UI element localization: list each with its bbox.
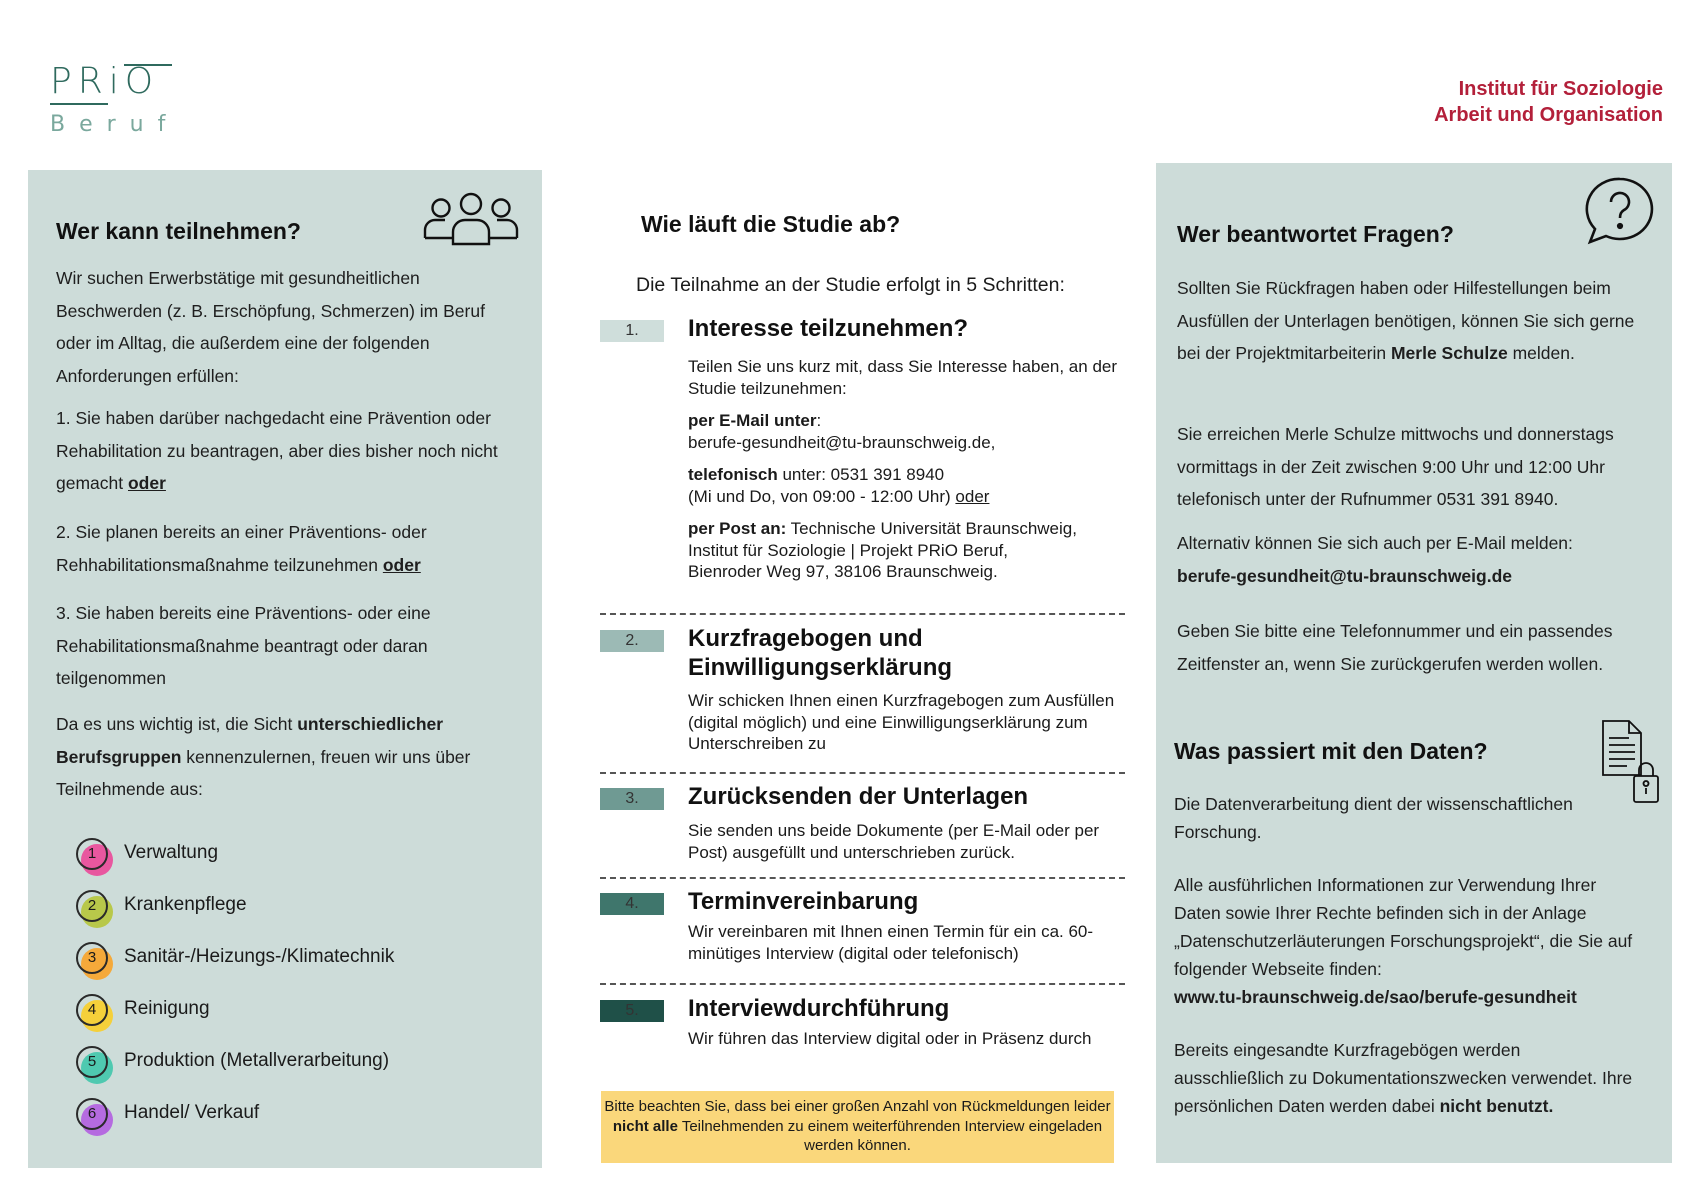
contact-email	[688, 410, 1118, 453]
step-divider	[600, 613, 1125, 615]
profession-number-icon: 1	[76, 838, 108, 870]
requirement-1	[56, 402, 518, 500]
profession-number-icon: 3	[76, 942, 108, 974]
procedure-intro: Die Teilnahme an der Studie erfolgt in 5 Schritten:	[636, 274, 1065, 296]
contact-paragraph-4: Geben Sie bitte eine Telefonnummer und ein passendes Zeitfenster an, wenn Sie zurückgerufen werden wollen.	[1177, 621, 1613, 674]
data-p3-bold: nicht benutzt.	[1439, 1096, 1554, 1116]
contact-p3-text: Alternativ können Sie sich auch per E-Mail melden:	[1177, 533, 1573, 553]
step-divider	[600, 877, 1125, 879]
post-line-2: Institut für Soziologie | Projekt PRiO Beruf,	[688, 540, 1008, 560]
step-body: Wir schicken Ihnen einen Kurzfragebogen zum Ausfüllen (digital möglich) und eine Einwilligungserklärung zum Unterschreiben zu	[688, 691, 1115, 753]
notice-bold: nicht alle	[612, 1117, 678, 1135]
data-paragraph-3	[1174, 1036, 1634, 1120]
contact-email[interactable]: berufe-gesundheit@tu-braunschweig.de	[1177, 565, 1513, 586]
requirement-2	[56, 516, 518, 581]
institute-name	[1434, 76, 1663, 128]
step-body: Sie senden uns beide Dokumente (per E-Mail oder per Post) ausgefüllt und unterschrieben zurück.	[688, 821, 1100, 862]
participation-title: Wer kann teilnehmen?	[56, 218, 301, 244]
phone-number: unter: 0531 391 8940	[777, 465, 945, 484]
contact-p1-pre: Sollten Sie Rückfragen haben oder Hilfestellungen beim Ausfüllen der Unterlagen benötigen, können Sie sich gerne bei der Projektmitarbeiterin	[1177, 278, 1635, 363]
profession-number-icon: 2	[76, 890, 108, 922]
or-label: oder	[382, 554, 421, 575]
profession-label: Krankenpflege	[124, 894, 247, 915]
email-address[interactable]: berufe-gesundheit@tu-braunschweig.de,	[688, 432, 996, 452]
profession-number-icon: 5	[76, 1046, 108, 1078]
question-bubble-icon	[1584, 175, 1656, 247]
groups-intro-bold: unterschiedlicher Berufsgruppen	[56, 714, 444, 767]
contact-paragraph-3	[1177, 527, 1637, 592]
step-title	[688, 624, 952, 682]
step-title: Terminvereinbarung	[688, 888, 919, 915]
contact-person: Merle Schulze	[1390, 343, 1508, 363]
step-divider	[600, 983, 1125, 985]
step-title: Interesse teilzunehmen?	[688, 315, 969, 342]
post-line-3: Bienroder Weg 97, 38106 Braunschweig.	[688, 562, 998, 581]
step-divider	[600, 772, 1125, 774]
phone-times: (Mi und Do, von 09:00 - 12:00 Uhr)	[688, 486, 956, 506]
contact-p1-post: melden.	[1507, 343, 1575, 363]
profession-number-icon: 4	[76, 994, 108, 1026]
profession-label: Reinigung	[124, 998, 210, 1019]
profession-label: Verwaltung	[124, 842, 219, 863]
notice-pre: Bitte beachten Sie, dass bei einer großen Anzahl von Rückmeldungen leider	[604, 1098, 1111, 1115]
logo-wordmark: PRiO	[50, 61, 160, 102]
data-title: Was passiert mit den Daten?	[1174, 738, 1488, 764]
step-title: Interviewdurchführung	[688, 995, 950, 1022]
prio-beruf-logo	[50, 62, 180, 140]
logo-subtitle: Beruf	[50, 112, 180, 137]
post-line-1: Technische Universität Braunschweig,	[786, 519, 1077, 538]
data-p2-text: Alle ausführlichen Informationen zur Verwendung Ihrer Daten sowie Ihrer Rechte befinden sich in der Anlage „Datenschutzerläuterungen Forschungsprojekt“, die Sie auf folgender Webseite finden:	[1174, 875, 1633, 979]
post-label: per Post an:	[688, 519, 787, 538]
data-paragraph-1: Die Datenverarbeitung dient der wissenschaftlichen Forschung.	[1174, 794, 1573, 842]
contact-phone	[688, 464, 1118, 507]
contact-paragraph-2: Sie erreichen Merle Schulze mittwochs und donnerstags vormittags in der Zeit zwischen 9:00 Uhr und 12:00 Uhr telefonisch unter der Rufnummer 0531 391 8940.	[1177, 424, 1614, 509]
privacy-website-link[interactable]: www.tu-braunschweig.de/sao/berufe-gesundheit	[1174, 987, 1577, 1007]
email-colon: :	[816, 411, 822, 430]
phone-label: telefonisch	[688, 465, 778, 484]
people-group-icon	[423, 192, 519, 246]
step-body: Wir vereinbaren mit Ihnen einen Termin für ein ca. 60-minütiges Interview (digital oder telefonisch)	[688, 922, 1094, 963]
step-number-badge: 5.	[600, 1000, 664, 1022]
step-body: Wir führen das Interview digital oder in Präsenz durch	[688, 1029, 1092, 1048]
requirement-2-text: 2. Sie planen bereits an einer Präventions- oder Rehhabilitationsmaßnahme teilzunehmen	[56, 522, 427, 575]
step-title-line-2: Einwilligungserklärung	[688, 654, 953, 681]
step-title-line-1: Kurzfragebogen und	[688, 625, 923, 652]
notice-post: Teilnehmenden zu einem weiterführenden Interview eingeladen werden können.	[677, 1117, 1103, 1154]
participation-panel	[28, 170, 542, 1168]
groups-intro-pre: Da es uns wichtig ist, die Sicht	[56, 714, 298, 734]
step-number-badge: 3.	[600, 788, 664, 810]
step-number-badge: 2.	[600, 630, 664, 652]
groups-intro	[56, 708, 518, 806]
selection-notice	[601, 1091, 1114, 1163]
profession-label: Handel/ Verkauf	[124, 1102, 260, 1123]
institute-line-2: Arbeit und Organisation	[1434, 104, 1663, 126]
profession-number-icon: 6	[76, 1098, 108, 1130]
email-label: per E-Mail unter	[688, 411, 817, 430]
or-label: oder	[127, 473, 166, 493]
requirement-3: 3. Sie haben bereits eine Präventions- oder eine Rehabilitationsmaßnahme beantragt oder daran teilgenommen	[56, 603, 431, 688]
contact-title: Wer beantwortet Fragen?	[1177, 221, 1454, 247]
step-number-badge: 4.	[600, 893, 664, 915]
step-number-badge: 1.	[600, 320, 664, 342]
contact-paragraph-1	[1177, 272, 1637, 370]
contact-post	[688, 518, 1118, 583]
data-paragraph-2	[1174, 871, 1634, 1011]
groups-intro-post: kennenzulernen, freuen wir uns über Teilnehmende aus:	[56, 746, 471, 799]
institute-line-1: Institut für Soziologie	[1458, 78, 1663, 100]
step-body	[688, 356, 1118, 583]
or-label: oder	[955, 486, 990, 506]
logo-line-bottom	[50, 103, 108, 105]
data-p3-pre: Bereits eingesandte Kurzfragebögen werden ausschließlich zu Dokumentationszwecken verwendet. Ihre persönlichen Daten werden dabei	[1174, 1040, 1633, 1116]
contact-panel	[1156, 163, 1672, 1163]
procedure-title: Wie läuft die Studie ab?	[641, 211, 901, 237]
step-title: Zurücksenden der Unterlagen	[688, 783, 1029, 810]
profession-label: Produktion (Metallverarbeitung)	[124, 1050, 390, 1071]
participation-intro: Wir suchen Erwerbstätige mit gesundheitlichen Beschwerden (z. B. Erschöpfung, Schmerzen) im Beruf oder im Alltag, die außerdem eine der folgenden Anforderungen erfüllen:	[56, 268, 485, 386]
profession-label: Sanitär-/Heizungs-/Klimatechnik	[124, 946, 395, 967]
requirement-1-text: 1. Sie haben darüber nachgedacht eine Prävention oder Rehabilitation zu beantragen, aber dies bisher noch nicht gemacht	[56, 408, 498, 493]
step-1-intro: Teilen Sie uns kurz mit, dass Sie Interesse haben, an der Studie teilzunehmen:	[688, 357, 1118, 398]
